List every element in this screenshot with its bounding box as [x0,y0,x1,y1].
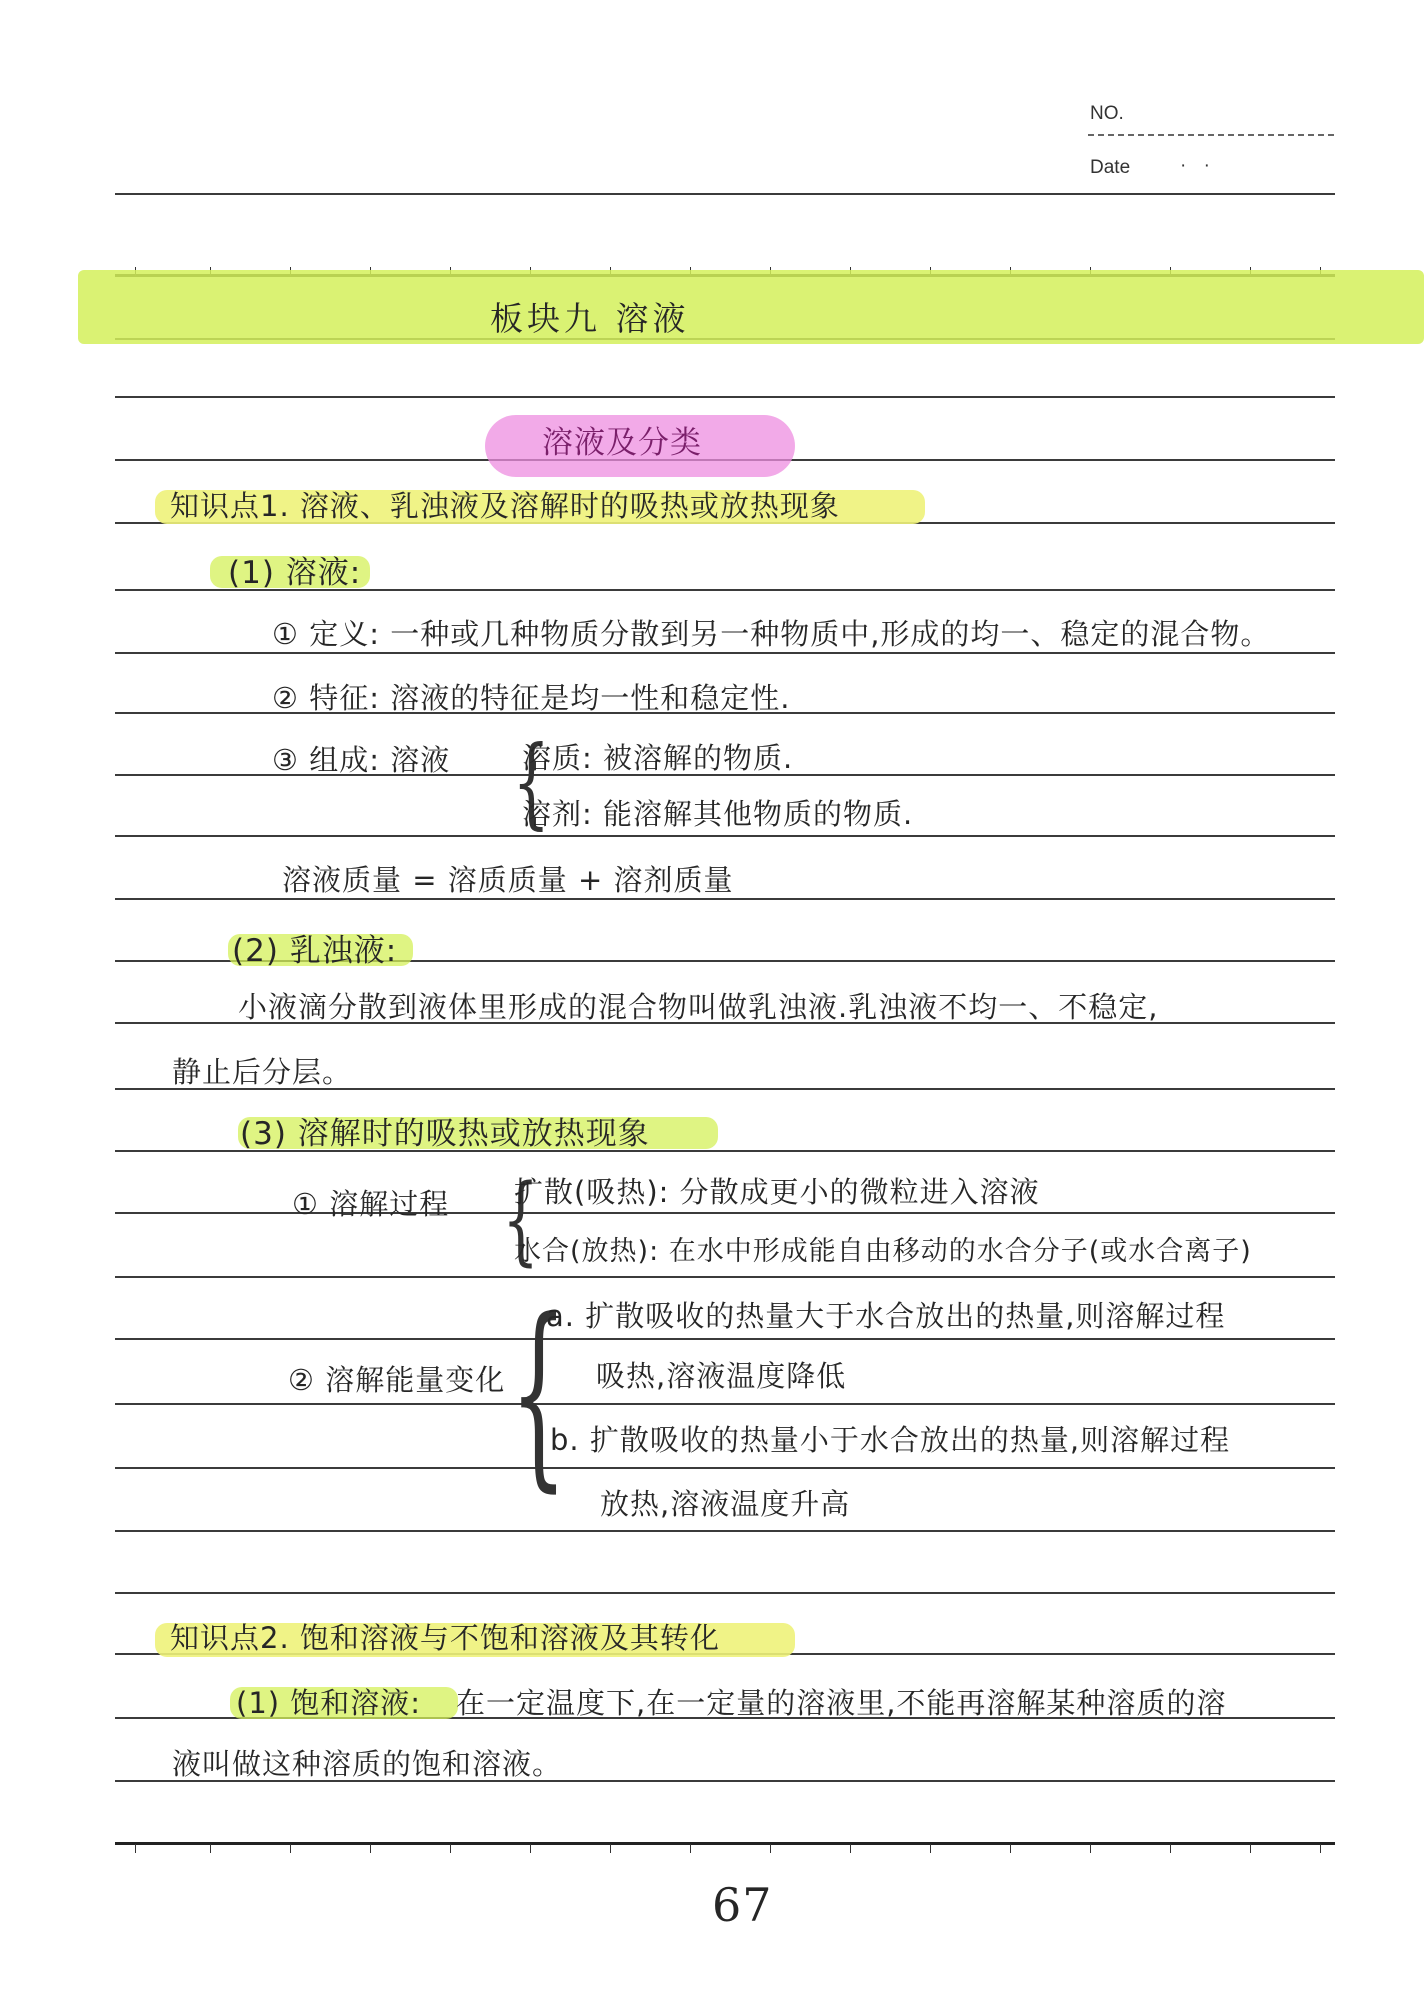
kp1-title: 知识点1. 溶液、乳浊液及溶解时的吸热或放热现象 [170,489,840,523]
emulsion-line-1: 小液滴分散到液体里形成的混合物叫做乳浊液.乳浊液不均一、不稳定, [238,990,1159,1024]
energy-label: ② 溶解能量变化 [288,1363,506,1397]
ruled-line [115,1403,1335,1405]
page-number: 67 [712,1878,773,1932]
ruled-line [115,1338,1335,1340]
energy-brace: { [510,1277,568,1510]
feature-text: ② 特征: 溶液的特征是均一性和稳定性. [272,681,791,715]
date-label: Date [1090,157,1131,178]
emulsion-line-2: 静止后分层。 [172,1055,353,1089]
ruled-line [115,898,1335,900]
section-title: 溶液及分类 [542,425,702,461]
date-dots: · · [1180,155,1216,176]
kp2-title: 知识点2. 饱和溶液与不饱和溶液及其转化 [170,1621,720,1655]
ruler-ticks-bottom [115,1844,1335,1854]
diffusion-text: 扩散(吸热): 分散成更小的微粒进入溶液 [514,1175,1040,1209]
hydration-text: 水合(放热): 在水中形成能自由移动的水合分子(或水合离子) [514,1236,1252,1267]
ruled-line [115,835,1335,837]
composition-brace: { [512,726,550,840]
composition-label: ③ 组成: 溶液 [272,743,451,777]
kp2-s1-body: 在一定温度下,在一定量的溶液里,不能再溶解某种溶质的溶 [456,1686,1227,1720]
s1-heading: (1) 溶液: [228,555,362,591]
ruled-line [115,1530,1335,1532]
no-label: NO. [1090,103,1124,124]
ruled-line [115,396,1335,398]
case-b-line-2: 放热,溶液温度升高 [600,1487,851,1521]
case-a-line-1: a. 扩散吸收的热量大于水合放出的热量,则溶解过程 [546,1299,1226,1333]
ruled-line [115,1467,1335,1469]
banner-highlight [78,270,1424,344]
mass-formula: 溶液质量 = 溶质质量 + 溶剂质量 [282,863,734,897]
ruled-line [115,1276,1335,1278]
case-b-line-1: b. 扩散吸收的热量小于水合放出的热量,则溶解过程 [550,1423,1231,1457]
definition-text: ① 定义: 一种或几种物质分散到另一种物质中,形成的均一、稳定的混合物。 [272,617,1271,651]
s2-heading: (2) 乳浊液: [232,933,398,969]
ruled-line [115,652,1335,654]
solute-text: 溶质: 被溶解的物质. [522,741,794,775]
case-a-line-2: 吸热,溶液温度降低 [596,1359,847,1393]
header-rule [115,193,1335,195]
no-field-line [1088,134,1334,136]
s3-heading: (3) 溶解时的吸热或放热现象 [240,1116,650,1152]
kp2-s1-body-2: 液叫做这种溶质的饱和溶液。 [172,1747,563,1781]
ruled-line [115,1592,1335,1594]
solvent-text: 溶剂: 能溶解其他物质的物质. [522,797,914,831]
process-label: ① 溶解过程 [292,1187,450,1221]
kp2-s1-heading: (1) 饱和溶液: [236,1686,422,1720]
banner-title: 板块九 溶液 [490,299,690,338]
process-brace: { [502,1164,539,1276]
